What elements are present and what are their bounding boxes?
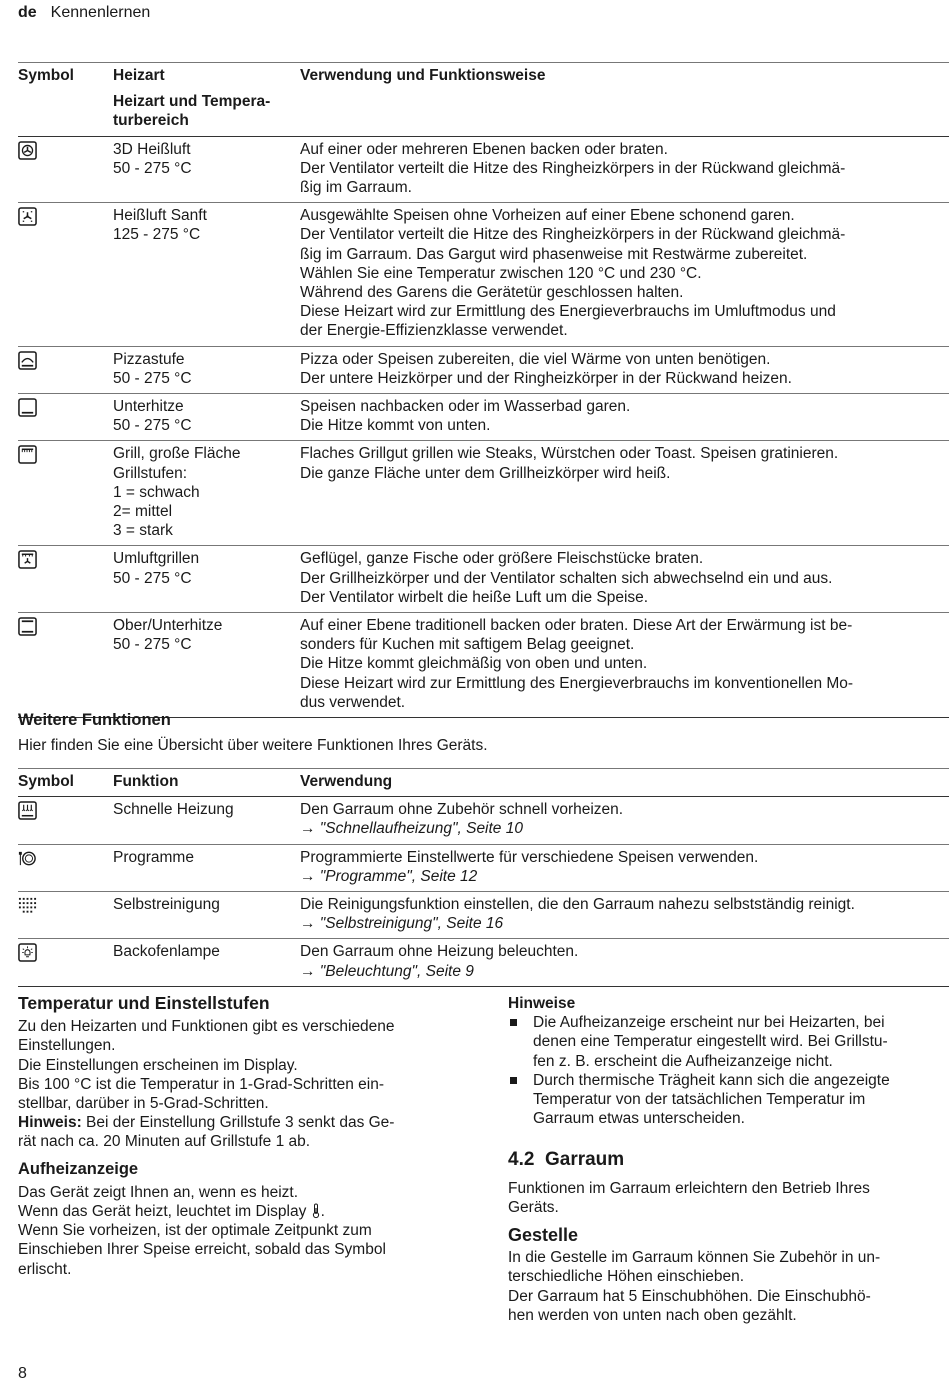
table-row [18,137,949,204]
more-functions-intro: Hier finden Sie eine Übersicht über weitere Funktionen Ihres Geräts. [18,737,488,754]
mode-desc-line: Flaches Grillgut grillen wie Steaks, Würstchen oder Toast. Speisen gratinieren. [300,445,839,463]
paragraph-line: Der Garraum hat 5 Einschubhöhen. Die Einschubhö- [508,1287,871,1305]
header-usage: Verwendung und Funktionsweise [300,67,546,84]
mode-desc-line: Geflügel, ganze Fische oder größere Fleischstücke braten. [300,550,704,568]
function-desc: Die Reinigungsfunktion einstellen, die den Garraum nahezu selbstständig reinigt. [300,896,855,914]
thermometer-icon [311,1203,321,1219]
function-reference-link[interactable]: → "Programme", Seite 12 [300,867,478,885]
mode-name: Umluftgrillen [113,550,200,568]
mode-desc-line: Auf einer Ebene traditionell backen oder braten. Diese Art der Erwärmung ist be- [300,617,853,635]
note-label: Hinweis: [18,1114,82,1132]
mode-range: 50 - 275 °C [113,417,192,435]
paragraph-line: Einschieben Ihrer Speise erreicht, sobald das Symbol [18,1241,386,1259]
header-symbol: Symbol [18,67,74,84]
pizza-setting-icon [18,351,37,370]
function-reference-link[interactable]: → "Schnellaufheizung", Seite 10 [300,820,523,838]
list-item [508,1013,948,1071]
list-item [508,1071,948,1129]
oven-lamp-icon [18,943,37,962]
note-text: Bei der Einstellung Grillstufe 3 senkt das Ge- [81,1114,395,1132]
page-header [18,3,150,22]
table-header-row [18,768,949,797]
gestelle-title: Gestelle [508,1225,579,1246]
mode-desc-line: Ausgewählte Speisen ohne Vorheizen auf einer Ebene schonend garen. [300,207,795,225]
temperature-section [18,994,458,1279]
header-heizart-label: Heizart [113,67,165,84]
mode-desc-line: Diese Heizart wird zur Ermittlung des Energieverbrauchs im Umluftmodus und [300,303,836,321]
paragraph-line: Zu den Heizarten und Funktionen gibt es verschiedene [18,1018,395,1036]
fan-grill-icon [18,550,37,569]
mode-desc-line: Der Ventilator verteilt die Hitze des Ringheizkörpers in der Rückwand gleichmä- [300,159,846,177]
header-usage: Verwendung [300,773,393,790]
function-name: Backofenlampe [113,943,220,961]
mode-desc-line: der Energie-Effizienzklasse verwendet. [300,322,568,340]
paragraph-line: In die Gestelle im Garraum können Sie Zubehör in un- [508,1249,881,1267]
paragraph-line: Die Einstellungen erscheinen im Display. [18,1056,298,1074]
mode-name: Heißluft Sanft [113,207,207,225]
mode-desc-line: dus verwendet. [300,693,406,711]
mode-range: 125 - 275 °C [113,226,201,244]
header-symbol: Symbol [18,773,74,790]
paragraph-line: terschiedliche Höhen einschieben. [508,1268,745,1286]
mode-desc-line: Der Ventilator verteilt die Hitze des Ringheizkörpers in der Rückwand gleichmä- [300,226,846,244]
function-reference-link[interactable]: → "Selbstreinigung", Seite 16 [300,915,504,933]
list-item-line: Temperatur von der tatsächlichen Temperatur im [533,1091,866,1109]
mode-desc-line: Die ganze Fläche unter dem Grillheizkörper wird heiß. [300,464,671,482]
mode-range: 50 - 275 °C [113,159,192,177]
function-name: Selbstreinigung [113,896,220,914]
table-header-row [18,62,949,137]
note-line [18,1113,458,1132]
mode-desc-line: Pizza oder Speisen zubereiten, die viel Wärme von unten benötigen. [300,350,771,368]
mode-desc-line: ßig im Garraum. Das Gargut wird phasenweise mit Restwärme zubereitet. [300,245,808,263]
mode-range: 50 - 275 °C [113,369,192,387]
mode-detail: 3 = stark [113,522,173,540]
function-desc: Den Garraum ohne Heizung beleuchten. [300,943,579,961]
mode-detail: Grillstufen: [113,464,188,482]
paragraph-line: Bis 100 °C ist die Temperatur in 1-Grad-Schritten ein- [18,1075,385,1093]
paragraph-line: hen werden von unten nach oben gezählt. [508,1306,797,1324]
mode-desc-line: Der untere Heizkörper und der Ringheizkörper in der Rückwand heizen. [300,369,792,387]
fan-ring-icon [18,141,37,160]
function-reference-link[interactable]: → "Beleuchtung", Seite 9 [300,962,474,980]
table-row [18,546,949,613]
list-item-line: Garraum etwas unterscheiden. [533,1110,745,1128]
table-row [18,203,949,346]
paragraph-line: stellbar, darüber in 5-Grad-Schritten. [18,1095,269,1113]
paragraph-line: Das Gerät zeigt Ihnen an, wenn es heizt. [18,1183,299,1201]
bottom-heat-icon [18,398,37,417]
table-row [18,347,949,394]
mode-name: Grill, große Fläche [113,445,241,463]
table-row [18,441,949,546]
table-row [18,892,949,939]
paragraph-line: Geräts. [508,1198,559,1216]
self-clean-icon [18,896,37,915]
header-heizart-sub-2: turbereich [113,112,189,130]
hints-title: Hinweise [508,995,576,1012]
paragraph-text: Wenn das Gerät heizt, leuchtet im Display [18,1203,307,1221]
mode-name: Unterhitze [113,398,184,416]
paragraph-line: Wenn Sie vorheizen, ist der optimale Zeitpunkt zum [18,1222,372,1240]
mode-desc-line: Der Ventilator wirbelt die heiße Luft um die Speise. [300,588,649,606]
list-item-line: fen z. B. erscheint die Aufheizanzeige nicht. [533,1052,833,1070]
mode-detail: 2= mittel [113,503,173,521]
page-number: 8 [18,1365,27,1382]
grill-large-icon [18,445,37,464]
header-heizart-sub-1: Heizart und Tempera- [113,93,271,111]
paragraph-line: Einstellungen. [18,1037,116,1055]
table-row [18,394,949,441]
programmes-icon [18,849,37,868]
heating-modes-table [18,62,949,718]
table-row [18,613,949,718]
mode-desc-line: Auf einer oder mehreren Ebenen backen oder braten. [300,140,668,158]
paragraph-line: erlischt. [18,1260,72,1278]
more-functions-title: Weitere Funktionen [18,711,171,729]
mode-desc-line: Speisen nachbacken oder im Wasserbad garen. [300,398,631,416]
mode-desc-line: Die Hitze kommt gleichmäßig von oben und unten. [300,655,648,673]
mode-name: Ober/Unterhitze [113,617,223,635]
mode-desc-line: Während des Garens die Gerätetür geschlossen halten. [300,284,684,302]
more-functions-table [18,768,949,987]
function-name: Schnelle Heizung [113,801,234,819]
paragraph-line: Wenn das Gerät heizt, leuchtet im Display . [18,1203,325,1221]
function-desc: Programmierte Einstellwerte für verschiedene Speisen verwenden. [300,848,759,866]
mode-desc-line: Der Grillheizkörper und der Ventilator schalten sich abwechselnd ein und aus. [300,569,833,587]
hints-section [508,994,948,1325]
mode-range: 50 - 275 °C [113,636,192,654]
list-item-line: denen eine Temperatur eingestellt wird. Bei Grillstu- [533,1033,888,1051]
note-line: rät nach ca. 20 Minuten auf Grillstufe 1 ab. [18,1133,311,1151]
paragraph-line: Funktionen im Garraum erleichtern den Betrieb Ihres [508,1179,870,1197]
header-function: Funktion [113,773,179,790]
function-name: Programme [113,848,194,866]
mode-desc-line: sonders für Kuchen mit saftigem Belag geeignet. [300,636,635,654]
preheat-title: Aufheizanzeige [18,1159,139,1178]
fan-eco-icon [18,207,37,226]
top-bottom-heat-icon [18,617,37,636]
list-item-line: Durch thermische Trägheit kann sich die angezeigte [533,1071,890,1089]
list-item-line: Die Aufheizanzeige erscheint nur bei Heizarten, bei [533,1014,885,1032]
temperature-title: Temperatur und Einstellstufen [18,993,270,1013]
table-row [18,939,949,986]
mode-desc-line: Diese Heizart wird zur Ermittlung des Energieverbrauchs im konventionellen Mo- [300,674,854,692]
rapid-heat-icon [18,801,37,820]
mode-name: Pizzastufe [113,350,185,368]
chapter-title: Kennenlernen [50,4,151,21]
mode-name: 3D Heißluft [113,140,191,158]
mode-detail: 1 = schwach [113,483,200,501]
table-row [18,845,949,892]
header-heizart [113,63,300,136]
mode-desc-line: ßig im Garraum. [300,179,412,197]
language-code: de [18,4,37,21]
section-title-garraum: 4.2 Garraum [508,1149,625,1171]
mode-desc-line: Die Hitze kommt von unten. [300,417,491,435]
table-row [18,797,949,844]
mode-desc-line: Wählen Sie eine Temperatur zwischen 120 °C und 230 °C. [300,264,702,282]
mode-range: 50 - 275 °C [113,569,192,587]
function-desc: Den Garraum ohne Zubehör schnell vorheizen. [300,801,624,819]
